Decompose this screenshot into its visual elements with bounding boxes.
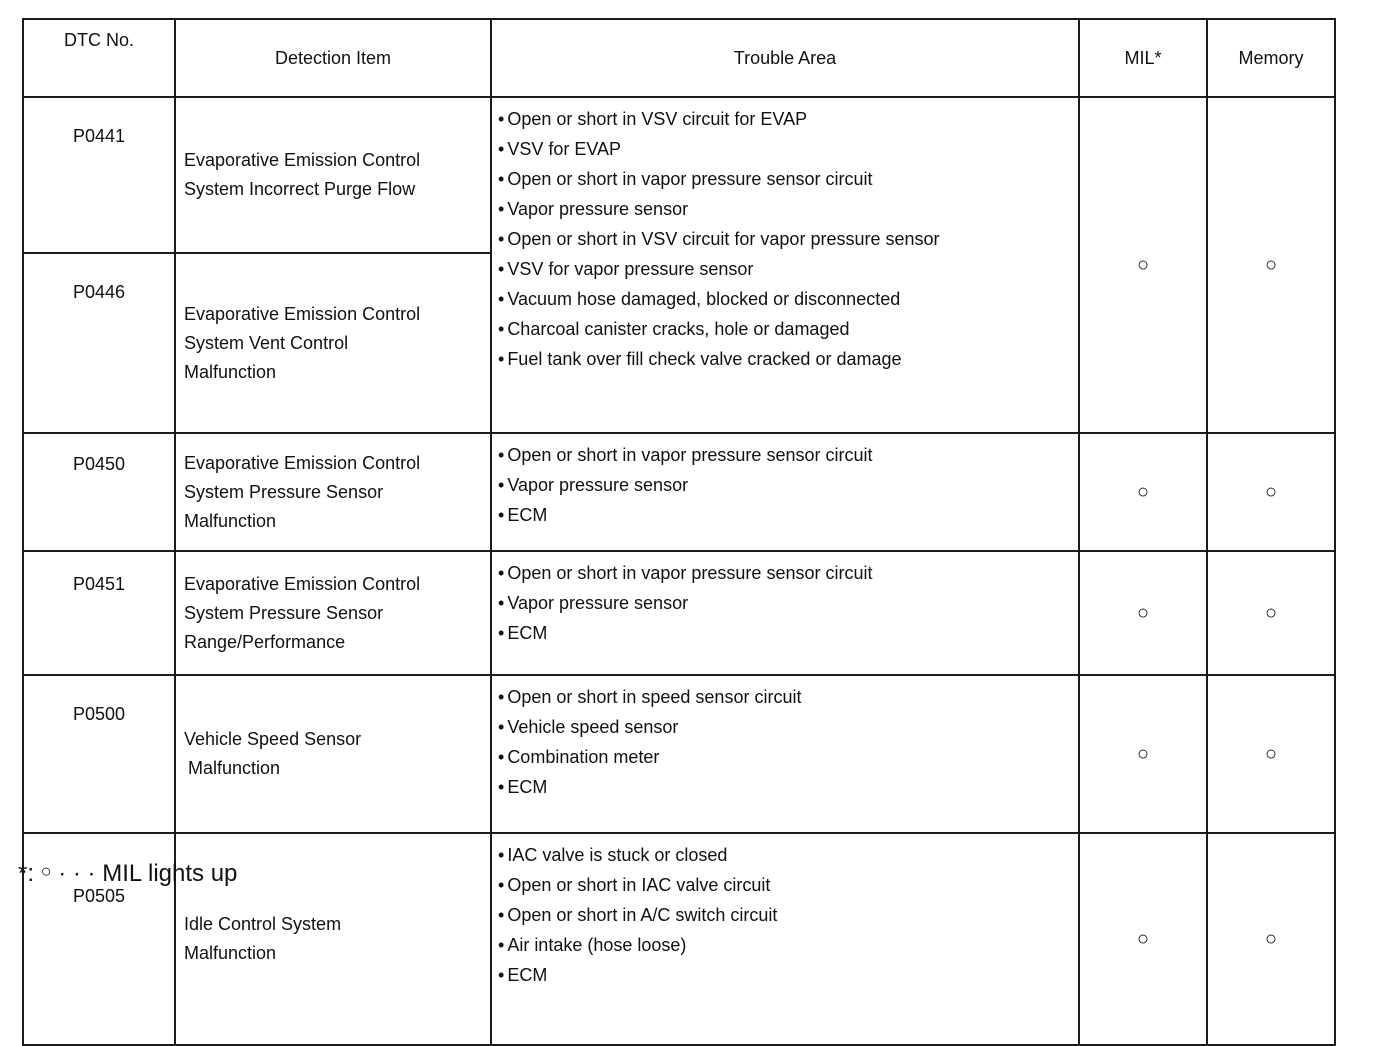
dtc-code: P0446 xyxy=(23,253,175,433)
trouble-item: • IAC valve is stuck or closed xyxy=(498,840,1078,870)
detection-item xyxy=(175,433,491,551)
trouble-item: • Open or short in VSV circuit for vapor pressure sensor xyxy=(498,224,1078,254)
trouble-list xyxy=(498,558,1078,648)
trouble-item: • Open or short in A/C switch circuit xyxy=(498,900,1078,930)
header-mil: MIL* xyxy=(1079,19,1207,97)
detection-item xyxy=(175,97,491,253)
dtc-code: P0505 xyxy=(23,833,175,1045)
trouble-item: • Combination meter xyxy=(498,742,1078,772)
footnote-text: · · · MIL lights up xyxy=(58,860,238,887)
trouble-item: • Open or short in IAC valve circuit xyxy=(498,870,1078,900)
trouble-area xyxy=(491,433,1079,551)
trouble-item: • Fuel tank over fill check valve cracked or damage xyxy=(498,344,1078,374)
trouble-item: • ECM xyxy=(498,960,1078,990)
header-trouble-area: Trouble Area xyxy=(491,19,1079,97)
detection-line: System Pressure Sensor xyxy=(184,481,384,502)
trouble-item: • Open or short in vapor pressure sensor circuit xyxy=(498,558,1078,588)
memory-mark: ○ xyxy=(1207,433,1335,551)
trouble-area xyxy=(491,675,1079,833)
header-dtc-no: DTC No. xyxy=(23,19,175,97)
mil-mark: ○ xyxy=(1079,433,1207,551)
mil-mark: ○ xyxy=(1079,97,1207,433)
trouble-item: • Vapor pressure sensor xyxy=(498,470,1078,500)
memory-mark: ○ xyxy=(1207,675,1335,833)
detection-line: Vehicle Speed Sensor xyxy=(184,729,362,749)
trouble-list xyxy=(498,840,1078,990)
detection-item xyxy=(175,551,491,675)
trouble-item: • Vapor pressure sensor xyxy=(498,194,1078,224)
table-row xyxy=(23,97,1335,253)
trouble-list xyxy=(498,682,1078,802)
detection-line: Range/Performance xyxy=(184,631,346,652)
trouble-item: • VSV for EVAP xyxy=(498,134,1078,164)
trouble-item: • Vehicle speed sensor xyxy=(498,712,1078,742)
detection-line: System Vent Control xyxy=(184,332,349,353)
footnote-prefix: *: xyxy=(18,860,35,887)
detection-item xyxy=(175,675,491,833)
mil-mark: ○ xyxy=(1079,551,1207,675)
detection-line: Evaporative Emission Control xyxy=(184,452,421,473)
detection-line: Malfunction xyxy=(184,361,277,382)
trouble-item: • Charcoal canister cracks, hole or damaged xyxy=(498,314,1078,344)
mil-mark: ○ xyxy=(1079,833,1207,1045)
table-row xyxy=(23,433,1335,551)
detection-line: Malfunction xyxy=(188,758,281,778)
header-row xyxy=(23,19,1335,97)
dtc-code: P0450 xyxy=(23,433,175,551)
memory-mark: ○ xyxy=(1207,833,1335,1045)
trouble-item: • ECM xyxy=(498,618,1078,648)
trouble-item: • Open or short in vapor pressure sensor circuit xyxy=(498,440,1078,470)
header-memory: Memory xyxy=(1207,19,1335,97)
dtc-code: P0500 xyxy=(23,675,175,833)
table-row xyxy=(23,551,1335,675)
trouble-list xyxy=(498,104,1078,374)
trouble-item: • ECM xyxy=(498,500,1078,530)
dtc-table xyxy=(22,18,1336,1046)
detection-item xyxy=(175,253,491,433)
detection-line: System Incorrect Purge Flow xyxy=(184,179,416,199)
footnote xyxy=(18,860,237,888)
trouble-area xyxy=(491,97,1079,433)
trouble-area xyxy=(491,551,1079,675)
detection-line: Evaporative Emission Control xyxy=(184,573,421,594)
memory-mark: ○ xyxy=(1207,551,1335,675)
memory-mark: ○ xyxy=(1207,97,1335,433)
mil-mark: ○ xyxy=(1079,675,1207,833)
trouble-area xyxy=(491,833,1079,1045)
dtc-code: P0441 xyxy=(23,97,175,253)
circle-icon: ○ xyxy=(40,861,52,881)
trouble-item: • Air intake (hose loose) xyxy=(498,930,1078,960)
trouble-item: • Open or short in speed sensor circuit xyxy=(498,682,1078,712)
detection-line: Malfunction xyxy=(184,943,277,963)
dtc-code: P0451 xyxy=(23,551,175,675)
trouble-item: • Vapor pressure sensor xyxy=(498,588,1078,618)
table-row xyxy=(23,675,1335,833)
header-detection-item: Detection Item xyxy=(175,19,491,97)
trouble-item: • ECM xyxy=(498,772,1078,802)
trouble-list xyxy=(498,440,1078,530)
trouble-item: • Open or short in vapor pressure sensor circuit xyxy=(498,164,1078,194)
trouble-item: • Open or short in VSV circuit for EVAP xyxy=(498,104,1078,134)
detection-line: Evaporative Emission Control xyxy=(184,303,421,324)
detection-line: System Pressure Sensor xyxy=(184,602,384,623)
trouble-item: • VSV for vapor pressure sensor xyxy=(498,254,1078,284)
trouble-item: • Vacuum hose damaged, blocked or disconnected xyxy=(498,284,1078,314)
detection-line: Malfunction xyxy=(184,510,277,531)
detection-line: Evaporative Emission Control xyxy=(184,150,421,170)
detection-line: Idle Control System xyxy=(184,914,342,934)
